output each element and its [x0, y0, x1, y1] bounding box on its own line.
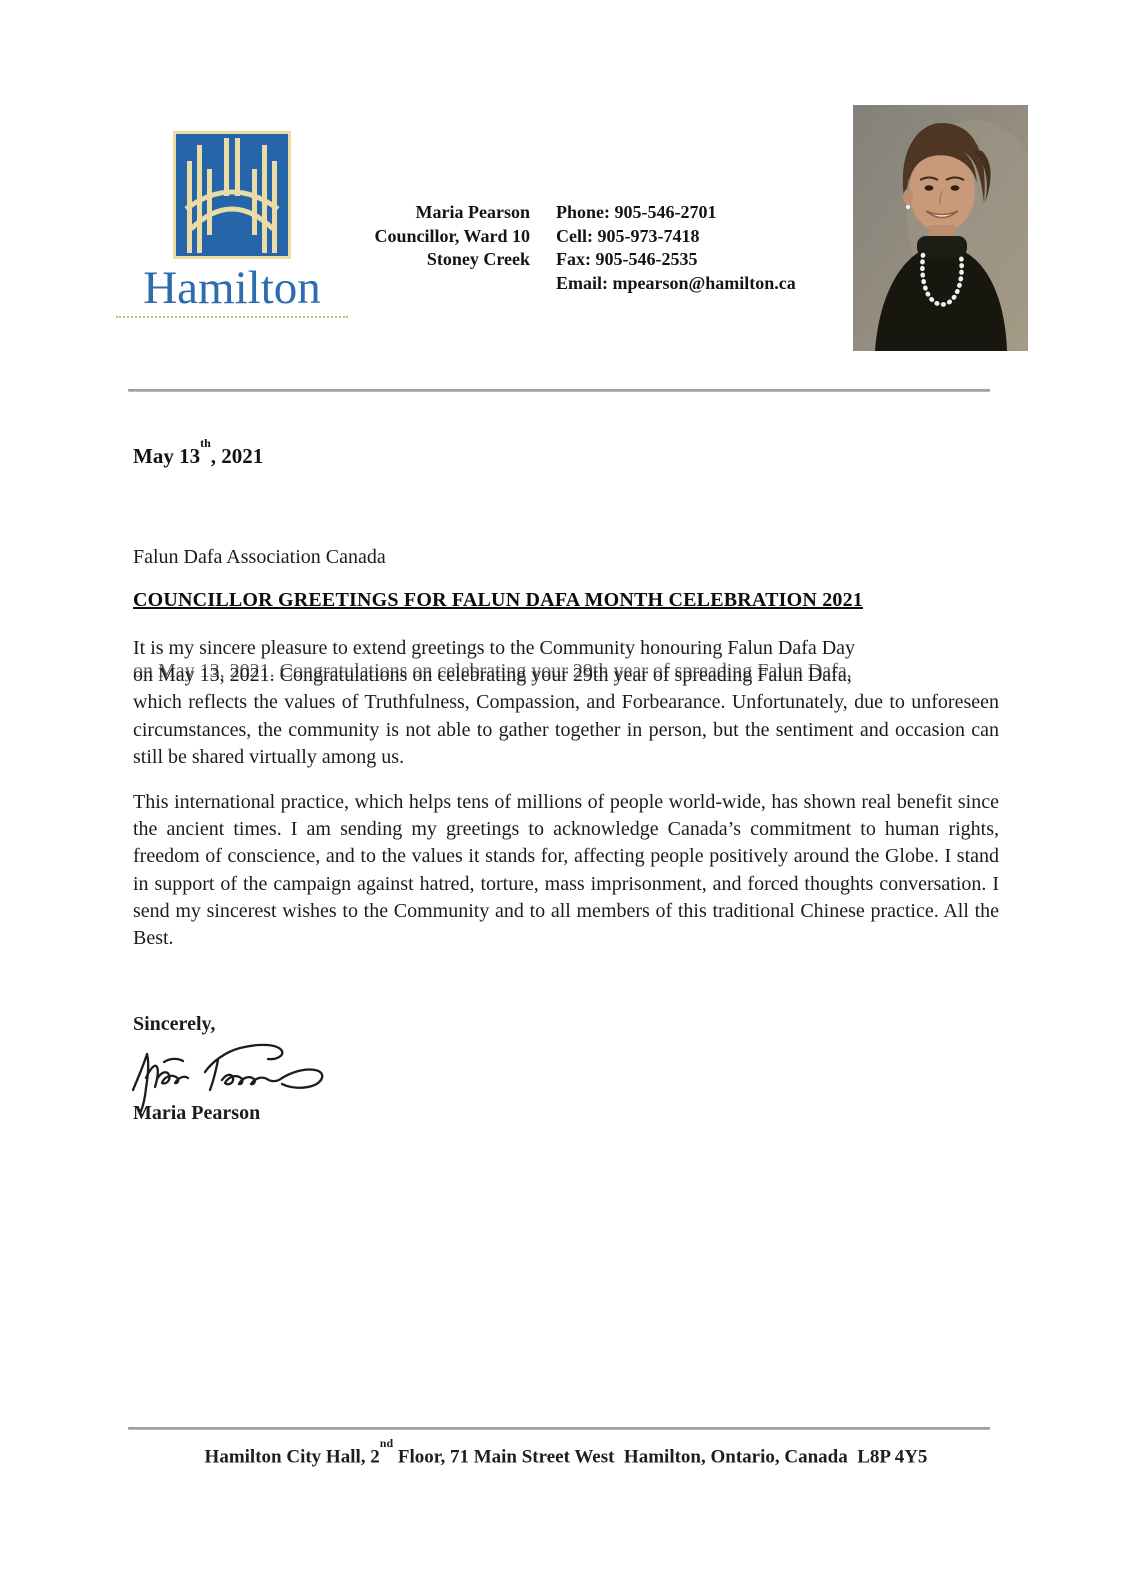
paragraph-2: This international practice, which helps tens of millions of people world-wide, has shown real benefit since the ancient times. I am sending my greetings to acknowledge Canada’s commitment to human rights, freedom of conscience, and to the values it stands for, affecting people positively around the Globe. I stand in support of the campaign against hatred, torture, mass imprisonment, and forced thoughts conversation. I send my sincerest wishes to the Community and to all members of this traditional Chinese practice. All the Best.: [133, 791, 999, 950]
paragraph-1-line-1: It is my sincere pleasure to extend greetings to the Community honouring Falun Dafa Day: [133, 637, 856, 659]
contact-name: Maria Pearson: [415, 202, 530, 222]
contact-fax: Fax: 905-546-2535: [556, 249, 698, 269]
paragraph-1-rest: which reflects the values of Truthfulness, Compassion, and Forbearance. Unfortunately, due to unforeseen circumstances, the community is not able to gather together in person, but the sentiment and occasion can still be shared virtually among us.: [133, 691, 999, 768]
footer-address: [0, 1436, 1132, 1468]
contact-details: [556, 201, 856, 295]
closing-line: Sincerely,: [133, 1013, 216, 1035]
paragraph-1: [133, 635, 999, 771]
footer-divider: [128, 1427, 990, 1430]
signer-name: Maria Pearson: [133, 1102, 261, 1124]
letter-date: [133, 436, 264, 469]
contact-area: Stoney Creek: [426, 249, 530, 269]
hamilton-wordmark: Hamilton: [116, 265, 348, 318]
contact-identity: [300, 201, 530, 272]
contact-phone: Phone: 905-546-2701: [556, 202, 717, 222]
footer-address-start: Hamilton City Hall, 2: [204, 1446, 380, 1468]
contact-title: Councillor, Ward 10: [374, 225, 530, 246]
footer-address-end: Floor, 71 Main Street West Hamilton, Ontario, Canada L8P 4Y5: [393, 1446, 928, 1468]
letterhead-divider: [128, 389, 990, 392]
date-year: , 2021: [210, 444, 264, 468]
contact-email: Email: mpearson@hamilton.ca: [556, 272, 796, 293]
portrait-photo: [853, 105, 1028, 351]
hamilton-bridge-icon: [173, 131, 291, 259]
subject-line: COUNCILLOR GREETINGS FOR FALUN DAFA MONTH CELEBRATION 2021: [133, 589, 863, 611]
paragraph-1-line-2-doubled: on May 13, 2021. Congratulations on celebrating your 29th year of spreading Falun Dafa,: [133, 664, 852, 687]
contact-cell: Cell: 905-973-7418: [556, 225, 700, 246]
recipient-line: Falun Dafa Association Canada: [133, 546, 386, 568]
footer-ordinal: nd: [379, 1436, 394, 1450]
date-main: May 13: [133, 444, 201, 468]
date-ordinal: th: [200, 436, 211, 450]
